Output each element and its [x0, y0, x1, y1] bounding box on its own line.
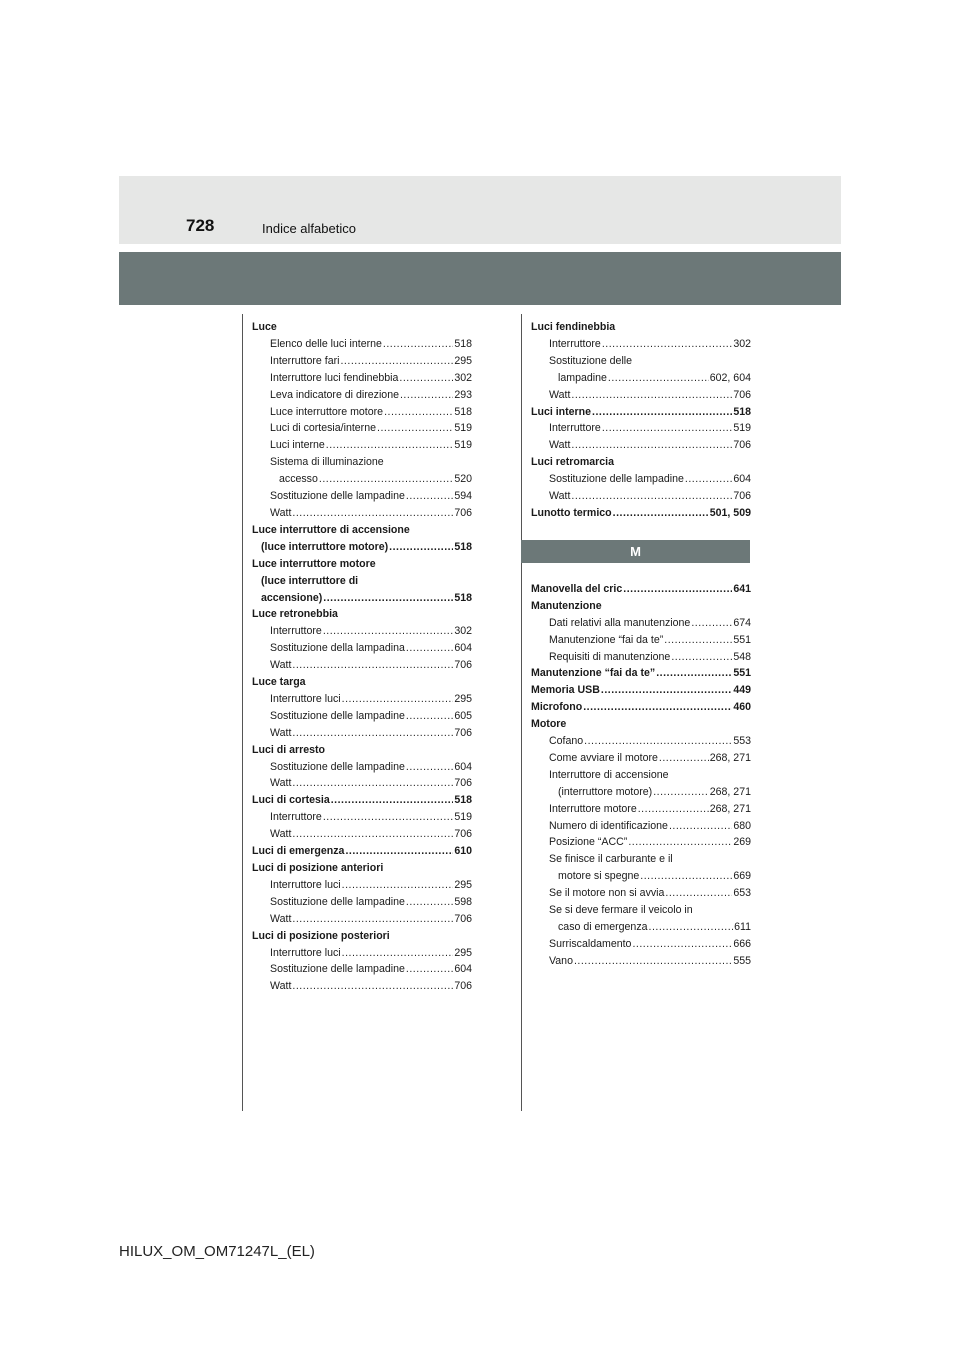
- index-entry: [252, 742, 472, 759]
- index-entry-term: Interruttore fari: [270, 354, 340, 367]
- index-entry-term: Luci interne: [270, 439, 325, 452]
- index-entry-term: (interruttore motore): [558, 785, 653, 798]
- index-entry-term: Come avviare il motore: [549, 751, 658, 764]
- index-entry: [531, 936, 751, 953]
- index-entry-term: Sistema di illuminazione: [270, 456, 384, 469]
- index-entry-page[interactable]: 551: [733, 633, 751, 646]
- index-entry: [252, 387, 472, 404]
- index-entry: [252, 775, 472, 792]
- index-entry-page[interactable]: 604: [733, 473, 751, 486]
- index-entry-page[interactable]: 519: [733, 422, 751, 435]
- index-entry: [531, 370, 751, 387]
- leader-dots: [326, 437, 454, 454]
- index-entry-term: Luci di cortesia/interne: [270, 422, 376, 435]
- index-entry-term: Luci di arresto: [252, 743, 325, 756]
- index-entry: [531, 750, 751, 767]
- index-entry: [252, 877, 472, 894]
- index-entry: [531, 598, 751, 615]
- leader-dots: [638, 801, 709, 818]
- index-entry: [252, 911, 472, 928]
- index-entry-term: Manovella del cric: [531, 582, 623, 595]
- index-entry-term: Interruttore: [270, 811, 322, 824]
- leader-dots: [671, 649, 732, 666]
- index-entry-page[interactable]: 268, 271: [709, 802, 751, 815]
- index-entry-page[interactable]: 295: [454, 354, 472, 367]
- index-entry-term: Sostituzione delle lampadine: [270, 490, 405, 503]
- index-entry-term: Watt: [270, 659, 292, 672]
- index-entry-page[interactable]: 269: [733, 836, 751, 849]
- index-entry: [531, 851, 751, 868]
- index-entry-page[interactable]: 641: [733, 582, 751, 595]
- index-entry-term: Luce interruttore di accensione: [252, 523, 410, 536]
- index-entry-term: Interruttore luci fendinebbia: [270, 371, 399, 384]
- index-entry: [531, 818, 751, 835]
- index-entry-page[interactable]: 551: [733, 667, 751, 680]
- leader-dots: [601, 682, 732, 699]
- index-entry-term: Luci fendinebbia: [531, 321, 616, 333]
- index-entry: [531, 319, 751, 336]
- index-entry: [531, 581, 751, 598]
- index-entry: [252, 945, 472, 962]
- leader-dots: [583, 699, 732, 716]
- index-entry: [531, 868, 751, 885]
- column-divider-middle: [521, 314, 522, 1111]
- index-entry-page[interactable]: 605: [454, 709, 472, 722]
- index-entry: [252, 319, 472, 336]
- index-entry-term: Luci di posizione anteriori: [252, 862, 384, 874]
- index-column-right: [531, 319, 751, 970]
- page-number: 728: [186, 216, 215, 235]
- leader-dots: [406, 640, 453, 657]
- leader-dots: [406, 894, 453, 911]
- leader-dots: [342, 877, 454, 894]
- index-column-left: [252, 319, 472, 995]
- index-entry-page[interactable]: 518: [454, 591, 472, 604]
- index-entry-page[interactable]: 706: [733, 439, 751, 452]
- index-entry-term: Sostituzione delle lampadine: [270, 895, 405, 908]
- index-entry: [531, 387, 751, 404]
- index-entry-term: Surriscaldamento: [549, 937, 632, 950]
- leader-dots: [292, 826, 453, 843]
- index-entry-page[interactable]: 519: [454, 422, 472, 435]
- index-entry-term: Luci di posizione posteriori: [252, 929, 390, 942]
- index-entry-term: Luci retromarcia: [531, 456, 615, 469]
- index-entry: [531, 834, 751, 851]
- index-entry: [531, 716, 751, 733]
- index-entry-page[interactable]: 706: [733, 490, 751, 503]
- leader-dots: [640, 868, 732, 885]
- index-entry-term: caso di emergenza: [558, 921, 648, 933]
- index-entry-term: (luce interruttore motore): [261, 540, 389, 553]
- index-entry-page[interactable]: 302: [454, 371, 472, 384]
- index-entry: [252, 353, 472, 370]
- index-entry: [252, 404, 472, 421]
- index-entry: [252, 539, 472, 556]
- index-entry-term: Sostituzione delle lampadine: [270, 709, 405, 722]
- leader-dots: [602, 420, 732, 437]
- index-entry-term: Elenco delle luci interne: [270, 337, 382, 350]
- index-entry-term: Interruttore: [549, 422, 601, 435]
- leader-dots: [292, 978, 453, 995]
- index-entry: [531, 699, 751, 716]
- section-title: Indice alfabetico: [262, 221, 356, 236]
- index-entry: [252, 623, 472, 640]
- index-entry-term: Luci interne: [531, 405, 592, 418]
- index-entry: [252, 488, 472, 505]
- index-entry-term: Watt: [549, 439, 571, 452]
- index-entry: [252, 505, 472, 522]
- index-entry: [252, 826, 472, 843]
- index-entry: [531, 420, 751, 437]
- index-entry-term: Se si deve fermare il veicolo in: [549, 904, 693, 917]
- index-entry-page[interactable]: 460: [733, 701, 751, 714]
- index-entry: [252, 961, 472, 978]
- leader-dots: [323, 590, 453, 607]
- index-entry: [531, 784, 751, 801]
- index-entry-page[interactable]: 302: [733, 337, 751, 350]
- leader-dots: [342, 945, 454, 962]
- index-entry: [531, 682, 751, 699]
- leader-dots: [399, 370, 453, 387]
- index-entry-term: Sostituzione della lampadina: [270, 642, 405, 655]
- index-entry-term: Sostituzione delle lampadine: [270, 760, 405, 773]
- leader-dots: [665, 885, 732, 902]
- index-entry-term: accensione): [261, 591, 323, 604]
- index-entry: [531, 919, 751, 936]
- index-entry-term: Luce interruttore motore: [252, 557, 376, 570]
- index-entry-page[interactable]: 520: [454, 473, 472, 486]
- index-entry-term: Watt: [270, 506, 292, 519]
- leader-dots: [384, 404, 453, 421]
- index-entry: [531, 353, 751, 370]
- leader-dots: [323, 623, 453, 640]
- leader-dots: [406, 759, 453, 776]
- index-entry-term: Motore: [531, 718, 567, 731]
- index-entry: [252, 522, 472, 539]
- leader-dots: [406, 708, 453, 725]
- index-entry-term: Cofano: [549, 735, 584, 748]
- leader-dots: [389, 539, 453, 556]
- index-entry-term: Se il motore non si avvia: [549, 887, 665, 900]
- index-entry-page[interactable]: 706: [454, 659, 472, 672]
- leader-dots: [608, 370, 709, 387]
- leader-dots: [292, 657, 453, 674]
- index-entry-term: Manutenzione: [531, 599, 602, 612]
- index-entry-page[interactable]: 706: [454, 506, 472, 519]
- leader-dots: [592, 404, 732, 421]
- index-entry: [252, 759, 472, 776]
- index-entry-page[interactable]: 604: [454, 760, 472, 773]
- index-entry-page[interactable]: 518: [454, 405, 472, 418]
- index-entry-term: Watt: [270, 726, 292, 739]
- index-entry-term: accesso: [279, 473, 318, 486]
- index-entry-page[interactable]: 706: [454, 777, 472, 790]
- index-entry-page[interactable]: 706: [454, 912, 472, 925]
- index-entry-term: Luce retronebbia: [252, 608, 338, 621]
- leader-dots: [685, 471, 732, 488]
- letter-section-header: M: [521, 540, 750, 563]
- index-entry-term: Interruttore: [270, 625, 322, 638]
- index-entry-page[interactable]: 598: [454, 895, 472, 908]
- leader-dots: [383, 336, 453, 353]
- index-entry-page[interactable]: 518: [733, 405, 751, 418]
- index-entry-page[interactable]: 553: [733, 735, 751, 748]
- leader-dots: [664, 632, 732, 649]
- index-entry-page[interactable]: 518: [454, 794, 472, 807]
- index-entry-page[interactable]: 706: [454, 980, 472, 993]
- index-entry-page[interactable]: 518: [454, 540, 472, 553]
- index-entry: [252, 708, 472, 725]
- index-entry-page[interactable]: 669: [733, 870, 751, 883]
- index-entry: [252, 674, 472, 691]
- index-entry-term: Requisiti di manutenzione: [549, 650, 671, 663]
- index-entry-page[interactable]: 268, 271: [709, 751, 751, 764]
- index-entry-page[interactable]: 706: [733, 388, 751, 401]
- index-entry-term: Posizione “ACC”: [549, 836, 628, 849]
- index-entry-page[interactable]: 706: [454, 726, 472, 739]
- leader-dots: [656, 665, 732, 682]
- index-entry: [531, 953, 751, 970]
- leader-dots: [602, 336, 732, 353]
- leader-dots: [292, 775, 453, 792]
- index-entry-term: Luci di cortesia: [252, 794, 330, 807]
- index-entry: [531, 632, 751, 649]
- index-entry-term: Sostituzione delle: [549, 354, 633, 367]
- index-entry-term: Microfono: [531, 701, 583, 714]
- index-entry: [252, 657, 472, 674]
- index-entry-page[interactable]: 653: [733, 887, 751, 900]
- index-entry: [252, 590, 472, 607]
- footer-doc-code: HILUX_OM_OM71247L_(EL): [119, 1243, 315, 1260]
- index-entry: [252, 556, 472, 573]
- index-entry-term: (luce interruttore di: [261, 574, 359, 587]
- index-entry-term: Interruttore luci: [270, 692, 341, 705]
- index-entry-page[interactable]: 449: [733, 684, 751, 697]
- index-entry-page[interactable]: 519: [454, 811, 472, 824]
- index-entry-term: Se finisce il carburante e il: [549, 853, 673, 866]
- leader-dots: [632, 936, 732, 953]
- leader-dots: [292, 911, 453, 928]
- index-entry-term: Watt: [549, 388, 571, 401]
- index-entry: [252, 928, 472, 945]
- index-entry-term: Interruttore luci: [270, 946, 341, 959]
- index-entry-page[interactable]: 594: [454, 490, 472, 503]
- index-entry-page[interactable]: 555: [733, 954, 751, 967]
- index-entry: [531, 488, 751, 505]
- index-entry-page[interactable]: 602, 604: [709, 371, 751, 384]
- leader-dots: [377, 420, 453, 437]
- index-entry-page[interactable]: 295: [454, 878, 472, 891]
- index-entry-page[interactable]: 604: [454, 642, 472, 655]
- leader-dots: [571, 387, 732, 404]
- index-entry: [252, 471, 472, 488]
- index-entry-page[interactable]: 302: [454, 625, 472, 638]
- leader-dots: [406, 488, 453, 505]
- index-entry-term: Watt: [270, 777, 292, 790]
- index-entry: [531, 767, 751, 784]
- index-entry-page[interactable]: 706: [454, 828, 472, 841]
- index-entry: [252, 978, 472, 995]
- index-entry: [531, 404, 751, 421]
- leader-dots: [628, 834, 732, 851]
- index-entry-page[interactable]: 295: [454, 692, 472, 705]
- index-entry: [531, 336, 751, 353]
- index-entry: [252, 843, 472, 860]
- index-entry: [531, 733, 751, 750]
- index-entry: [252, 725, 472, 742]
- column-divider-left: [242, 314, 243, 1111]
- index-entry-term: Watt: [270, 912, 292, 925]
- index-entry-page[interactable]: 610: [454, 845, 472, 858]
- index-entry-page[interactable]: 501, 509: [709, 506, 751, 519]
- leader-dots: [584, 733, 732, 750]
- index-entry: [252, 336, 472, 353]
- index-entry: [531, 454, 751, 471]
- leader-dots: [331, 792, 454, 809]
- leader-dots: [571, 488, 732, 505]
- index-entry-term: Luce: [252, 321, 277, 333]
- leader-dots: [292, 725, 453, 742]
- index-entry-term: Interruttore luci: [270, 878, 341, 891]
- leader-dots: [571, 437, 732, 454]
- leader-dots: [345, 843, 453, 860]
- index-entry: [531, 665, 751, 682]
- leader-dots: [659, 750, 709, 767]
- index-entry: [252, 454, 472, 471]
- leader-dots: [613, 505, 709, 522]
- index-entry-term: Watt: [270, 828, 292, 841]
- index-entry-term: Watt: [549, 490, 571, 503]
- index-entry: [252, 809, 472, 826]
- index-entry: [531, 885, 751, 902]
- index-entry-page[interactable]: 295: [454, 946, 472, 959]
- header-band: [119, 176, 841, 244]
- index-entry: [531, 649, 751, 666]
- leader-dots: [406, 961, 453, 978]
- index-entry-term: Sostituzione delle lampadine: [270, 963, 405, 976]
- index-entry-term: Sostituzione delle lampadine: [549, 473, 684, 486]
- index-entry: [531, 471, 751, 488]
- index-entry-term: Lunotto termico: [531, 506, 612, 519]
- header-dark-band: [119, 252, 841, 305]
- index-entry: [531, 615, 751, 632]
- leader-dots: [649, 919, 734, 936]
- index-entry-page[interactable]: 611: [734, 921, 751, 933]
- index-entry-term: Memoria USB: [531, 684, 600, 697]
- index-entry: [252, 370, 472, 387]
- index-entry: [252, 573, 472, 590]
- leader-dots: [574, 953, 732, 970]
- index-entry-term: Leva indicatore di direzione: [270, 388, 399, 401]
- index-entry-page[interactable]: 293: [454, 388, 472, 401]
- index-entry: [531, 505, 751, 522]
- leader-dots: [669, 818, 732, 835]
- index-entry-term: Manutenzione “fai da te”: [549, 633, 664, 646]
- index-entry-term: Interruttore motore: [549, 802, 637, 815]
- index-entry: [252, 640, 472, 657]
- index-entry-term: Luce interruttore motore: [270, 405, 384, 418]
- index-entry: [252, 606, 472, 623]
- index-entry-term: Watt: [270, 980, 292, 993]
- index-entry: [531, 801, 751, 818]
- index-entry-term: lampadine: [558, 371, 607, 384]
- index-entry-page[interactable]: 674: [733, 616, 751, 629]
- leader-dots: [653, 784, 709, 801]
- index-entry-page[interactable]: 519: [454, 439, 472, 452]
- index-entry: [252, 420, 472, 437]
- index-entry: [252, 691, 472, 708]
- index-entry-page[interactable]: 666: [733, 937, 751, 950]
- index-entry-page[interactable]: 518: [454, 337, 472, 350]
- index-entry: [252, 792, 472, 809]
- index-entry: [531, 902, 751, 919]
- leader-dots: [623, 581, 732, 598]
- index-entry-page[interactable]: 604: [454, 963, 472, 976]
- leader-dots: [342, 691, 454, 708]
- leader-dots: [292, 505, 453, 522]
- index-entry-term: Dati relativi alla manutenzione: [549, 616, 691, 629]
- leader-dots: [400, 387, 453, 404]
- index-entry: [252, 437, 472, 454]
- index-entry-page[interactable]: 548: [733, 650, 751, 663]
- index-entry-page[interactable]: 680: [733, 819, 751, 832]
- index-entry: [531, 437, 751, 454]
- index-entry-term: Interruttore di accensione: [549, 768, 669, 781]
- leader-dots: [691, 615, 732, 632]
- index-entry-term: Interruttore: [549, 337, 601, 350]
- index-entry-term: Luce targa: [252, 676, 306, 689]
- index-entry: [252, 860, 472, 877]
- index-entry-term: Numero di identificazione: [549, 819, 668, 832]
- index-entry-term: motore si spegne: [558, 870, 640, 883]
- leader-dots: [323, 809, 453, 826]
- index-entry-page[interactable]: 268, 271: [709, 785, 751, 798]
- index-entry: [252, 894, 472, 911]
- index-entry-term: Manutenzione “fai da te”: [531, 667, 656, 680]
- index-entry-term: Luci di emergenza: [252, 845, 345, 858]
- leader-dots: [340, 353, 453, 370]
- index-entry-term: Vano: [549, 954, 573, 967]
- leader-dots: [319, 471, 453, 488]
